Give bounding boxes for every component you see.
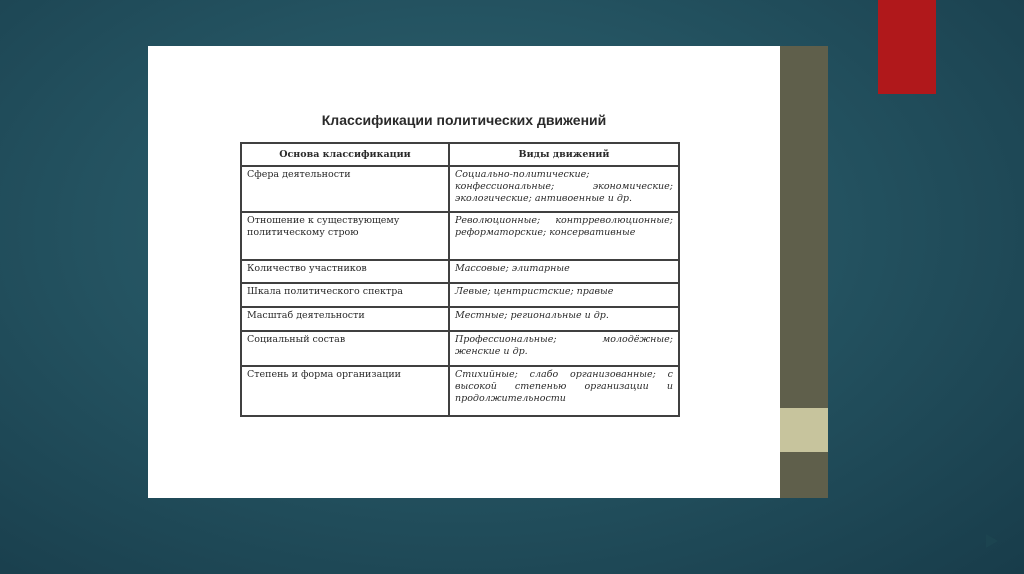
- basis-cell: Социальный состав: [241, 331, 449, 366]
- table-row: [241, 166, 679, 212]
- column-header-types: Виды движений: [449, 143, 679, 166]
- table-row: [241, 283, 679, 307]
- types-cell: Стихийные; слабо организованные; с высокой степенью организации и продолжительности: [449, 366, 679, 416]
- types-cell: Профессиональные; молодёжные; женские и др.: [449, 331, 679, 366]
- red-accent-tab: [878, 0, 936, 94]
- types-cell: Массовые; элитарные: [449, 260, 679, 283]
- types-cell: Социально-политические; конфессиональные; экономические; экологические; антивоенные и др.: [449, 166, 679, 212]
- table-title: Классификации политических движений: [321, 112, 607, 128]
- types-cell: Революционные; контрреволюционные; реформаторские; консервативные: [449, 212, 679, 260]
- table-row: [241, 331, 679, 366]
- document-image: [148, 46, 780, 498]
- classification-table: [240, 142, 680, 417]
- table-header-row: [241, 143, 679, 166]
- basis-cell: Отношение к существующему политическому строю: [241, 212, 449, 260]
- side-panel-highlight: [780, 408, 828, 452]
- types-cell: Местные; региональные и др.: [449, 307, 679, 331]
- table-row: [241, 260, 679, 283]
- basis-cell: Степень и форма организации: [241, 366, 449, 416]
- table-row: [241, 366, 679, 416]
- types-cell: Левые; центристские; правые: [449, 283, 679, 307]
- basis-cell: Шкала политического спектра: [241, 283, 449, 307]
- table-row: [241, 307, 679, 331]
- table-row: [241, 212, 679, 260]
- basis-cell: Масштаб деятельности: [241, 307, 449, 331]
- slide-side-panel: [780, 46, 828, 498]
- basis-cell: Сфера деятельности: [241, 166, 449, 212]
- column-header-basis: Основа классификации: [241, 143, 449, 166]
- basis-cell: Количество участников: [241, 260, 449, 283]
- next-slide-arrow-icon[interactable]: [986, 534, 998, 548]
